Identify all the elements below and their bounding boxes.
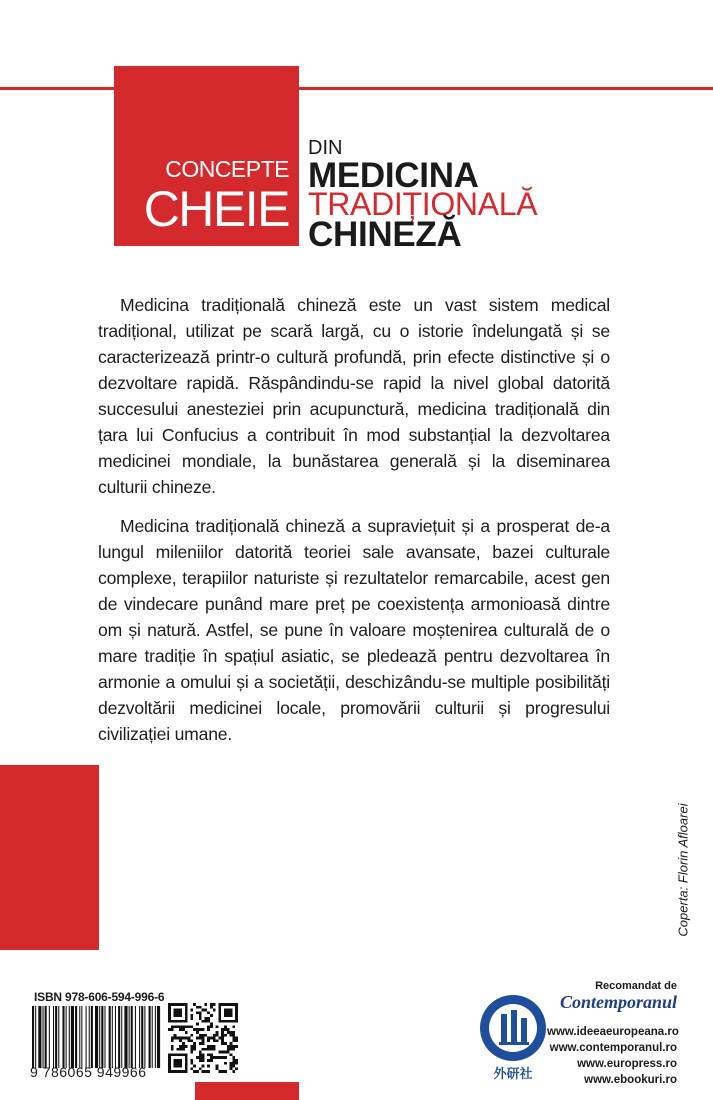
title-din: DIN	[308, 137, 343, 159]
url-line: www.contemporanul.ro	[549, 1042, 677, 1054]
paragraph: Medicina tradițională chineză este un vast sistem medical tradițional, utilizat pe scară largă, cu o istorie îndelungată și se caracterizează printr-o cultură profundă, prin efecte distinctive și o dezvoltare rapidă. Răspândindu-se rapid la nivel global datorită succesului anesteziei prin acupunctură, medicina tradițională din țara lui Confucius a contribuit în mod substanțial la dezvoltarea medicinei mondiale, la bunăstarea generală și la diseminarea culturii chineze.	[98, 295, 610, 497]
bottom-red-block	[195, 1082, 299, 1100]
title-red-box	[114, 66, 299, 246]
title-concepte: CONCEPTE	[165, 156, 289, 182]
back-cover-blurb	[98, 292, 610, 760]
publisher-logo-text: 外研社	[493, 1067, 533, 1082]
title-medicina: MEDICINA	[308, 156, 479, 195]
paragraph: Medicina tradițională chineză a supraviețuit și a prosperat de-a lungul mileniilor datorită teoriei sale avansate, bazei culturale complexe, terapiilor naturiste și rezultatelor remarcabile, acest gen de vindecare punând mare preț pe coexistența armonioasă dintre om și natură. Astfel, se pune în valoare moștenirea culturală de o mare tradiție în spațiul asiatic, se pledează pentru dezvoltarea în armonie a omului și a societății, deschizându-se multiple posibilități dezvoltării medicinei locale, promovării culturii și progresului civilizației umane.	[98, 516, 610, 744]
cover-credit: Coperta: Florin Afloarei	[675, 803, 691, 937]
recommend-label: Recomandat de	[595, 980, 677, 992]
barcode	[30, 1006, 162, 1068]
title-chineza: CHINEZĂ	[308, 215, 462, 254]
title-traditionala: TRADIȚIONALĂ	[308, 186, 538, 222]
url-line: www.ideeaeuropeana.ro	[547, 1026, 679, 1038]
barcode-number: 9 786065 949966	[30, 1064, 147, 1080]
left-red-block	[0, 765, 99, 950]
recommendation-block	[547, 980, 677, 1088]
isbn-label: ISBN 978-606-594-996-6	[34, 990, 165, 1004]
url-line: www.europress.ro	[577, 1058, 677, 1070]
magazine-logo: Contemporanul	[559, 992, 677, 1012]
top-red-rule	[0, 87, 713, 90]
publisher-logo-icon	[473, 992, 553, 1082]
qr-code	[168, 1003, 238, 1073]
magazine-tagline-mark	[547, 1012, 677, 1024]
title-cheie: CHEIE	[143, 181, 289, 237]
url-line: www.ebookuri.ro	[584, 1074, 677, 1086]
